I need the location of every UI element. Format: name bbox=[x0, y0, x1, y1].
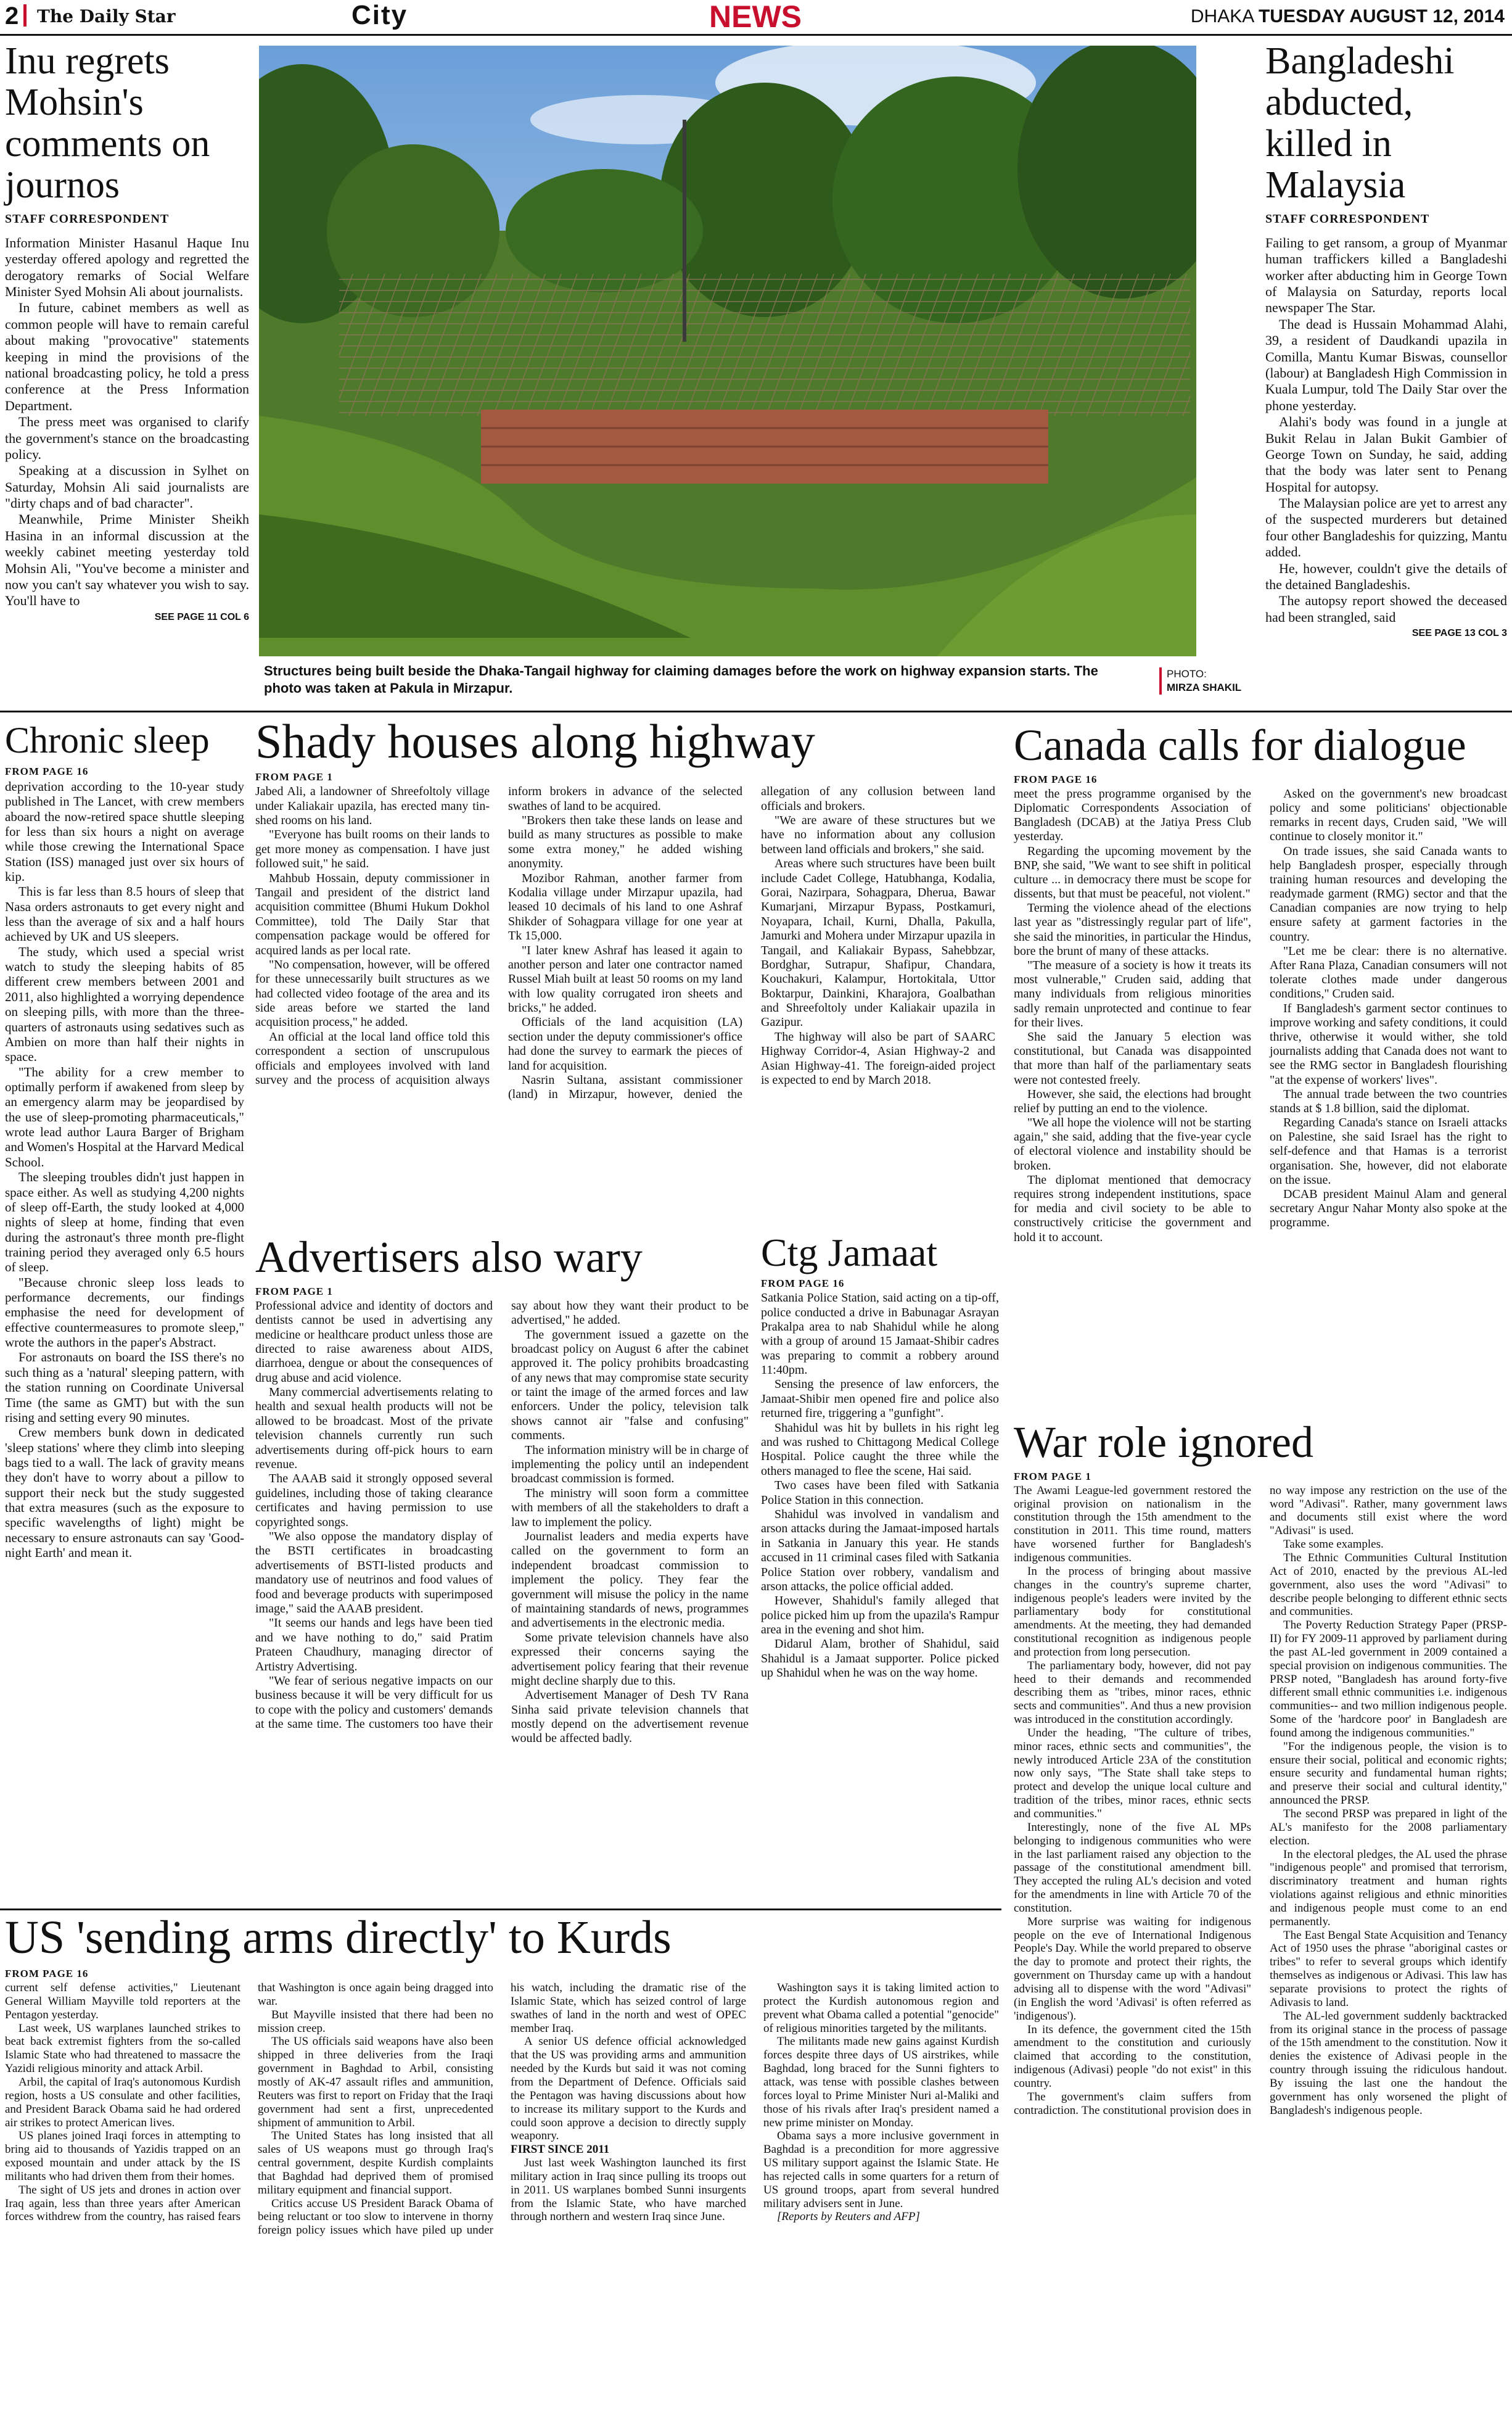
paragraph: The Awami League-led government restored the original provision on nationalism in the constitution through the 15th amendment to the constitution in 2011. This time round, matters have worsened further for Bangladesh's indigenous communities. bbox=[1014, 1484, 1251, 1564]
article-body bbox=[1014, 1484, 1507, 2409]
divider bbox=[0, 1909, 1001, 1910]
paragraph: Shahidul was hit by bullets in his right leg and was rushed to Chittagong Medical College Hospital. Police caught the three while the others managed to flee the scene, Hai said. bbox=[761, 1421, 999, 1478]
source-note: [Reports by Reuters and AFP] bbox=[777, 2210, 920, 2224]
headline: Bangladeshi abducted, killed in Malaysia bbox=[1265, 40, 1455, 206]
article-body bbox=[5, 1981, 999, 2382]
from-line: FROM PAGE 16 bbox=[761, 1277, 845, 1290]
from-line: FROM PAGE 16 bbox=[1014, 773, 1098, 785]
headline: Advertisers also wary bbox=[255, 1232, 643, 1282]
paragraph: The diplomat mentioned that democracy requires strong independent institutions, space for media and civil society to be able to constructively criticise the government and hold it to account. bbox=[1014, 1173, 1251, 1244]
paragraph: The East Bengal State Acquisition and Tenancy Act of 1950 uses the phrase "aboriginal castes or tribes" to refer to several groups which identify themselves as indigenous or Adivasi. This law has separate provisions to protect the rights of Adivasis to land. bbox=[1270, 1928, 1507, 2009]
paragraph: "Brokers then take these lands on lease and build as many structures as possible to make some extra money," he added wishing anonymity. bbox=[508, 814, 742, 871]
paragraph: In its defence, the government cited the 15th amendment to the constitution and curiously claimed that according to the constitution, indigenous (Adivasi) people "do not exist" in this country. bbox=[1014, 2023, 1251, 2090]
headline: US 'sending arms directly' to Kurds bbox=[5, 1912, 672, 1963]
paragraph: The dead is Hussain Mohammad Alahi, 39, a resident of Daudkandi upazila in Comilla, Mantu Kumar Biswas, counsellor (labour) at Bangladesh High Commission in Kuala Lumpur, told The Daily Star over the phone yesterday. bbox=[1265, 316, 1507, 413]
jump-line: SEE PAGE 13 COL 3 bbox=[1411, 628, 1507, 639]
article-body bbox=[5, 235, 249, 609]
paragraph: The AL-led government suddenly backtracked from its original stance in the process of passage of the 15th amendment to the constitution. Now it denies the existence of Adivasi people in the country through issuing the ridiculous handout. By issuing the last one the handout the government has only worsened the plight of Bangladesh's indigenous people. bbox=[1270, 2009, 1507, 2117]
masthead bbox=[0, 0, 1512, 36]
paragraph: "We fear of serious negative impacts on our business because it will be very difficult for us to cope with the policy and customers' demands at the same time. The customers too have their say about how they want their product to be advertised," he added. bbox=[255, 1298, 749, 1731]
paragraph: Nasrin Sultana, assistant commissioner (land) in Mirzapur, however, denied the allegation of any collusion between land officials and brokers. bbox=[508, 785, 995, 1102]
paragraph: The Malaysian police are yet to arrest any of the suspected murderers but detained four other Bangladeshis for quizzing, Mantu added. bbox=[1265, 495, 1507, 560]
article-body bbox=[255, 785, 995, 1241]
article-malaysia bbox=[1265, 41, 1507, 639]
paragraph: The United States has long insisted that all sales of US weapons must go through Iraq's central government, despite Kurdish complaints that Baghdad had deprived them of promised military equipment and financial support. bbox=[258, 2129, 493, 2197]
headline: Chronic sleep bbox=[5, 720, 210, 761]
paragraph: The Poverty Reduction Strategy Paper (PRSP-II) for FY 2009-11 approved by parliament during the past AL-led government in 2009 contained a special provision on indigenous communities. The PRSP noted, "Bangladesh has around forty-five different small ethnic communities i.e. indigenous communities-- and two million indigenous people. Some of the 'hardcore poor' in Bangladesh are found among the indigenous communities." bbox=[1270, 1619, 1507, 1739]
paragraph: "The measure of a society is how it treats its most vulnerable," Cruden said, adding that many individuals from religious minorities sadly remain unprotected and continue to fear for their lives. bbox=[1014, 959, 1251, 1030]
paragraph: Regarding Canada's stance on Israeli attacks on Palestine, she said Israel has the right to self-defence and that Hamas is a terrorist organisation. She, however, did not elaborate on the issue. bbox=[1270, 1116, 1507, 1187]
article-war-role bbox=[1014, 1419, 1507, 2409]
subhead: FIRST SINCE 2011 bbox=[511, 2143, 610, 2156]
paragraph: "We all hope the violence will not be starting again," she said, adding that the five-year cycle of electoral violence and instability should be broken. bbox=[1014, 1116, 1251, 1173]
paragraph: The government's claim suffers from contradiction. The constitutional provision does in no way impose any restriction on the use of the word "Adivasi". Rather, many government laws and documents still exist where the word "Adivasi" is used. bbox=[1014, 1484, 1507, 2117]
paragraph: Jabed Ali, a landowner of Shreefoltoly village under Kaliakair upazila, has erected many tin-shed rooms on his land. bbox=[255, 785, 490, 828]
highway-photo bbox=[259, 46, 1196, 656]
paragraph: The militants made new gains against Kurdish forces despite three days of US airstrikes, while Baghdad, long braced for the Sunni fighters to attack, was tense with possible clashes between forces loyal to Prime Minister Nuri al-Maliki and those of his rivals after Iraq's president named a new prime minister on Monday. bbox=[763, 2035, 999, 2129]
paragraph: An official at the local land office told this correspondent a section of unscrupulous officials and employees involved with land survey and the process of acquisition always inform brokers in advance of the selected swathes of land to be acquired. bbox=[255, 785, 742, 1087]
paragraph: Meanwhile, Prime Minister Sheikh Hasina in an informal discussion at the weekly cabinet meeting yesterday told Mohsin Ali, "You've become a minister and now you can't say whatever you wish to say. You'll have to bbox=[5, 511, 249, 609]
paragraph: The US officials said weapons have also been shipped in three deliveries from the Iraqi government in Baghdad to Arbil, consisting mostly of AK-47 assault rifles and ammunition, Reuters was first to report on Friday that the Iraqi government had sent a first, unprecedented shipment of ammunition to Arbil. bbox=[258, 2035, 493, 2129]
paragraph: In the electoral pledges, the AL used the phrase "indigenous people" and promised that terrorism, discriminatory treatment and human rights violations against religious and ethnic minorities and indigenous people must come to an end permanently. bbox=[1270, 1847, 1507, 1928]
byline: STAFF CORRESPONDENT bbox=[1265, 212, 1430, 226]
paragraph: The sight of US jets and drones in action over Iraq again, less than three years after American forces withdrew from the country, has raised fears that Washington is once again being dragged into war. bbox=[5, 1981, 493, 2224]
paragraph: The information ministry will be in charge of implementing the policy until an independent broadcast commission is formed. bbox=[511, 1443, 749, 1486]
from-line: FROM PAGE 16 bbox=[5, 765, 89, 777]
paragraph: The sleeping troubles didn't just happen in space either. As well as studying 4,200 nights of sleep off-Earth, the study looked at 4,000 nights of sleep at home, finding that even during the astronaut's three month pre-flight training period they averaged only 6.5 hours of sleep. bbox=[5, 1170, 244, 1275]
article-advertisers bbox=[255, 1234, 749, 1922]
paragraph: Take some examples. bbox=[1283, 1538, 1384, 1551]
paragraph: On trade issues, she said Canada wants to help Bangladesh prosper, especially through training human resources and developing the readymade garment (RMG) sector and that the Canadian companies are now trying to help ensure safety at garment factories in the country. bbox=[1270, 844, 1507, 944]
paragraph: Last week, US warplanes launched strikes to beat back extremist fighters from the so-called Islamic State who had threatened to massacre the Yazidi religious minority and attack Arbil. bbox=[5, 2021, 240, 2076]
paragraph: Under the heading, "The culture of tribes, minor races, ethnic sects and communities", the newly introduced Article 23A of the constitution now only says, "The State shall take steps to protect and develop the unique local culture and tradition of the tribes, minor races, ethnic sects and communities." bbox=[1014, 1726, 1251, 1820]
headline: Ctg Jamaat bbox=[761, 1231, 938, 1274]
photo-credit: PHOTO: MIRZA SHAKIL bbox=[1159, 667, 1241, 695]
article-body bbox=[255, 1299, 749, 1922]
paragraph: Interestingly, none of the five AL MPs belonging to indigenous communities who were in the last parliament raised any objection to the passage of the constitutional amendment bill. They accepted the ruling AL's decision and voted for the amendments in line with Article 70 of the constitution. bbox=[1014, 1820, 1251, 1915]
paragraph: The annual trade between the two countries stands at $ 1.8 billion, said the diplomat. bbox=[1270, 1087, 1507, 1115]
dateline: DHAKA TUESDAY AUGUST 12, 2014 bbox=[1190, 6, 1505, 27]
from-line: FROM PAGE 1 bbox=[255, 1285, 333, 1297]
article-ctg bbox=[761, 1231, 999, 1681]
paragraph: Two cases have been filed with Satkania Police Station in this connection. bbox=[761, 1479, 999, 1507]
from-line: FROM PAGE 1 bbox=[1014, 1470, 1091, 1482]
divider bbox=[0, 711, 1512, 712]
section-label: City bbox=[351, 0, 408, 30]
category-label: NEWS bbox=[709, 0, 802, 34]
paragraph: In the process of bringing about massive changes in the country's supreme charter, indigenous people's leaders were invited by the parliamentary body for constitutional amendments. At the meeting, they had demanded constitutional recognition as indigenous people and protection from long persecution. bbox=[1014, 1564, 1251, 1659]
paragraph: Crew members bunk down in dedicated 'sleep stations' where they climb into sleeping bags tied to a wall. The lack of gravity means they don't have to worry about a pillow to support their neck but the study suggested that extra measures (such as the exposure to specific wavelengths of light) might be necessary to ensure astronauts can say 'Good-night Earth' and mean it. bbox=[5, 1425, 244, 1561]
article-body bbox=[761, 1291, 999, 1681]
article-body bbox=[1014, 787, 1507, 1404]
paragraph: If Bangladesh's garment sector continues to improve working and safety conditions, it could thrive, otherwise it would wither, she told journalists adding that Canada does not want to see the RMG sector in Bangladesh flourishing "at the expense of workers' lives". bbox=[1270, 1001, 1507, 1087]
photo-caption: Structures being built beside the Dhaka-Tangail highway for claiming damages before the work on highway expansion starts. The photo was taken at Pakula in Mirzapur. bbox=[264, 663, 1098, 696]
paragraph: Terming the violence ahead of the elections last year as "distressingly regular part of life", she said the minorities, in particular the Hindus, bore the brunt of many of these attacks. bbox=[1014, 901, 1251, 958]
paragraph: Obama says a more inclusive government in Baghdad is a precondition for more aggressive US military support against the Islamic State. He has rejected calls in some quarters for a return of US ground troops, apart from several hundred military advisers sent in June. bbox=[763, 2129, 999, 2210]
paragraph: Alahi's body was found in a jungle at Bukit Relau in Jalan Bukit Gambier of George Town on Sunday, he said, adding that the body was later sent to Penang Hospital for autopsy. bbox=[1265, 414, 1507, 495]
paragraph: She said the January 5 election was constitutional, but Canada was disappointed that more than half of the parliamentary seats were not contested freely. bbox=[1014, 1030, 1251, 1087]
paragraph: The Ethnic Communities Cultural Institution Act of 2010, enacted by the previous AL-led government, also uses the word "Adivasi" to describe people belonging to different ethnic sects and communities. bbox=[1270, 1551, 1507, 1619]
paragraph: Mozibor Rahman, another farmer from Kodalia village under Mirzapur upazila, had leased 10 decimals of his land to one Ashraf Shikder of Sohagpara village for one year at Tk 15,000. bbox=[508, 871, 742, 943]
paragraph: current self defense activities," Lieutenant General William Mayville told reporters at the Pentagon yesterday. bbox=[5, 1981, 240, 2021]
paragraph: Some private television channels have also expressed their concerns saying the advertisement policy fearing that their revenue might decline sharply due to this. bbox=[511, 1630, 749, 1688]
paragraph: The AAAB said it strongly opposed several guidelines, including those of taking clearance certificates and having permission to use copyrighted songs. bbox=[255, 1472, 493, 1529]
paragraph: meet the press programme organised by the Diplomatic Correspondents Association of Bangladesh (DCAB) at the Jatiya Press Club yesterday. bbox=[1014, 786, 1251, 844]
paragraph: "No compensation, however, will be offered for these unnecessarily built structures as we had collected video footage of the area and its side areas before we started the land acquisition process," he added. bbox=[255, 957, 490, 1030]
article-kurds bbox=[5, 1912, 999, 2382]
paragraph: Washington says it is taking limited action to protect the Kurdish autonomous region and prevent what Obama called a potential "genocide" of religious minorities targeted by the militants. bbox=[763, 1981, 999, 2035]
paragraph: Speaking at a discussion in Sylhet on Saturday, Mohsin Ali said journalists are "dirty chaps and of bad character". bbox=[5, 463, 249, 511]
paragraph: "The ability for a crew member to optimally perform if awakened from sleep by an emergency alarm may be jeopardised by the use of sleep-promoting pharmaceuticals," wrote lead author Laura Barger of Brigham and Women's Hospital at the Harvard Medical School. bbox=[5, 1064, 244, 1170]
paragraph: "Let me be clear: there is no alternative. After Rana Plaza, Canadian consumers will not tolerate clothes made under dangerous conditions," Cruden said. bbox=[1270, 944, 1507, 1001]
paragraph: The parliamentary body, however, did not pay heed to their demands and recommended describing them as "tribes, minor races, ethnic sects and communities". And thus a new provision was introduced in the constitution accordingly. bbox=[1014, 1659, 1251, 1727]
paragraph: More surprise was waiting for indigenous people on the eve of International Indigenous People's Day. While the world prepared to observe the day to promote and protect their rights, the government on Thursday came up with a handout advising all to dispense with the word "Adivasi" (in English the word 'Adivasi' is often referred as 'indigenous'). bbox=[1014, 1915, 1251, 2023]
headline: Canada calls for dialogue bbox=[1014, 720, 1466, 770]
article-canada bbox=[1014, 722, 1507, 1404]
paragraph: "I later knew Ashraf has leased it again to another person and later one contractor named Russel Miah built at least 50 rooms on my land with low quality corrugated iron sheets and bricks," he added. bbox=[508, 943, 742, 1015]
article-body bbox=[1265, 235, 1507, 625]
paragraph: However, she said, the elections had brought relief by putting an end to the violence. bbox=[1014, 1087, 1251, 1115]
paragraph: The press meet was organised to clarify the government's stance on the broadcasting policy. bbox=[5, 414, 249, 462]
paragraph: However, Shahidul's family alleged that police picked him up from the upazila's Rampur area in the evening and shot him. bbox=[761, 1594, 999, 1637]
paragraph: Critics accuse US President Barack Obama of being reluctant or too slow to intervene in thorny foreign policy issues which have piled up under his watch, including the dramatic rise of the Islamic State, which has seized control of large swathes of land in the north and west of OPEC member Iraq. bbox=[258, 1981, 746, 2237]
paragraph: Sensing the presence of law enforcers, the Jamaat-Shibir men opened fire and police also returned fire, triggering a "gunfight". bbox=[761, 1377, 999, 1421]
paragraph: But Mayville insisted that there had been no mission creep. bbox=[258, 2008, 493, 2035]
paragraph: "Because chronic sleep loss leads to performance decrements, our findings emphasise the need for development of effective countermeasures to promote sleep," wrote the authors in the paper's Abstract. bbox=[5, 1274, 244, 1350]
paragraph: The ministry will soon form a committee with members of all the stakeholders to draft a law to implement the policy. bbox=[511, 1486, 749, 1529]
paragraph: A senior US defence official acknowledged that the US was providing arms and ammunition needed by the Kurds but said it was not coming from the Department of Defence. Officials said the Pentagon was having discussions about how to increase its military support to the Kurds and could soon approve a decision to directly supply weaponry. bbox=[511, 2035, 746, 2143]
from-line: FROM PAGE 16 bbox=[5, 1968, 89, 1980]
paragraph: Satkania Police Station, said acting on a tip-off, police conducted a drive in Babunagar Asrayan Prakalpa area to nab Shahidul while he along with a group of around 15 Jamaat-Shibir cadres was preparing to commit a robbery around 11:40pm. bbox=[761, 1291, 999, 1377]
article-sleep bbox=[5, 720, 244, 1560]
paragraph: "We also oppose the mandatory display of the BSTI certificates in broadcasting advertisements of BSTI-listed products and mandatory use of neutrinos and food values of food and beverage products with superimposed image," said the AAAB president. bbox=[255, 1530, 493, 1616]
paragraph: Areas where such structures have been built include Cadet College, Hatubhanga, Kodalia, Gorai, Nazirpara, Sohagpara, Dheruа, Bawar Kumarjani, Mirzapur Bypass, Postkamuri, Noyapara, Ichail, Kurni, Dhalla, Pakulla, Jamurki and Mohera under Mirzapur upazila in Tangail, and Kaliakair Bypass, Sahebbzar, Bordghar, Sutrapur, Shafipur, Chandara, Kouchakuri, Kalampur, Hortokitala, Uttor Boktarpur, Dainkini, Kharajora, Goalbathan and Shreefoltoly under Kaliakair upazila in Gazipur. bbox=[761, 857, 995, 1030]
paragraph: Shahidul was involved in vandalism and arson attacks during the Jamaat-imposed hartals in Satkania in January this year. He stands accused in 11 criminal cases filed with Satkania Police Station over robbery, vandalism and arson attacks, the police official added. bbox=[761, 1507, 999, 1593]
paragraph: Advertisement Manager of Desh TV Rana Sinha said private television channels that mostly depend on the advertisement revenue would be affected badly. bbox=[511, 1688, 749, 1746]
paragraph: Mahbub Hossain, deputy commissioner in Tangail and president of the district land acquisition committee (Bhumi Hukum Dokhol Committee), told The Daily Star that compensation package would be offered for acquired lands as per local rate. bbox=[255, 871, 490, 957]
article-body bbox=[5, 779, 244, 1561]
paragraph: US planes joined Iraqi forces in attempting to bring aid to thousands of Yazidis trapped on an exposed mountain and under attack by the IS militants who had driven them from their homes. bbox=[5, 2129, 240, 2183]
paragraph: Professional advice and identity of doctors and dentists cannot be used in advertising any medicine or healthcare product unless those are directed to raise awareness about AIDS, diarrhoea, dengue or about the consequences of drug abuse and acid violence. bbox=[255, 1298, 493, 1385]
paragraph: "Everyone has built rooms on their lands to get more money as compensation. I have just followed suit," he said. bbox=[255, 828, 490, 871]
paragraph: Failing to get ransom, a group of Myanmar human traffickers killed a Bangladeshi worker after abducting him in George Town of Malaysia on Saturday, reports local newspaper The Star. bbox=[1265, 234, 1507, 316]
paragraph: DCAB president Mainul Alam and general secretary Angur Nahar Monty also spoke at the programme. bbox=[1270, 1187, 1507, 1230]
headline: Inu regrets Mohsin's comments on journos bbox=[5, 40, 210, 206]
paper-logo: The Daily Star bbox=[37, 6, 176, 27]
paragraph: He, however, couldn't give the details of the detained Bangladeshis. bbox=[1265, 560, 1507, 593]
headline: War role ignored bbox=[1014, 1418, 1313, 1467]
paragraph: Arbil, the capital of Iraq's autonomous Kurdish region, hosts a US consulate and other facilities, and President Barack Obama said he had ordered air strikes to protect American lives. bbox=[5, 2075, 240, 2129]
article-shady bbox=[255, 716, 995, 1241]
paragraph: Information Minister Hasanul Haque Inu yesterday offered apology and regretted the derogatory remarks of Social Welfare Minister Syed Mohsin Ali about journalists. bbox=[5, 234, 249, 299]
paragraph: For astronauts on board the ISS there's no such thing as a 'natural' sleeping pattern, with the station running on Coordinate Universal Time (the same as GMT) but with the sun rising and setting every 90 minutes. bbox=[5, 1350, 244, 1425]
paragraph: Just last week Washington launched its first military action in Iraq since pulling its troops out in 2011. US warplanes bombed Sunni insurgents from the Islamic State, who have marched through northern and western Iraq since June. bbox=[511, 2156, 746, 2224]
paragraph: Many commercial advertisements relating to health and sexual health products will not be allowed to be broadcast. Most of the private television channels currently run such advertisements during off-pick hours to earn revenue. bbox=[255, 1385, 493, 1472]
paragraph: This is far less than 8.5 hours of sleep that Nasa orders astronauts to get every night and less than the average of six and a half hours achieved by UK and US sleepers. bbox=[5, 884, 244, 944]
structures-image bbox=[259, 46, 1196, 656]
headline: Shady houses along highway bbox=[255, 714, 815, 768]
page-number: 2 bbox=[5, 2, 31, 30]
jump-line: SEE PAGE 11 COL 6 bbox=[154, 611, 249, 622]
paragraph: The government issued a gazette on the broadcast policy on August 6 after the cabinet approved it. The policy prohibits broadcasting of any news that may compromise state security or taint the image of the armed forces and law enforcers. Under the policy, television talk shows cannot air "false and confusing" comments. bbox=[511, 1327, 749, 1443]
paragraph: In future, cabinet members as well as common people will have to remain careful about making "provocative" statements keeping in mind the provisions of the national broadcasting policy, he told a press conference at the Press Information Department. bbox=[5, 300, 249, 413]
from-line: FROM PAGE 1 bbox=[255, 771, 333, 783]
paragraph: The highway will also be part of SAARC Highway Corridor-4, Asian Highway-2 and Asian Highway-41. The foreign-aided project is expected to end by March 2018. bbox=[761, 1030, 995, 1087]
paragraph: "We are aware of these structures but we have no information about any collusion between land officials and brokers," she said. bbox=[761, 814, 995, 856]
byline: STAFF CORRESPONDENT bbox=[5, 212, 170, 226]
paragraph: "For the indigenous people, the vision is to ensure their social, political and economic rights; ensure security and fundamental human rights; and preserve their social and cultural identity," announced the PRSP. bbox=[1270, 1739, 1507, 1807]
paragraph: deprivation according to the 10-year study published in The Lancet, with crew members aboard the now-retired space shuttle sleeping for less than six hours a night on average while those crewing the International Space Station (ISS) managed just over six hours of kip. bbox=[5, 778, 244, 884]
paragraph: "It seems our hands and legs have been tied and we have nothing to do," said Pratim Prateen Chaudhury, managing director of Artistry Advertising. bbox=[255, 1616, 493, 1673]
paragraph: Regarding the upcoming movement by the BNP, she said, "We want to see shift in political culture ... in democracy there must be scope for dissents, but that must be peaceful, not violent." bbox=[1014, 844, 1251, 901]
paragraph: Didarul Alam, brother of Shahidul, said Shahidul is a Jamaat supporter. Police picked up Shahidul when he was on the way home. bbox=[761, 1637, 999, 1680]
paragraph: Journalist leaders and media experts have called on the government to form an independent broadcast commission to implement the policy. They fear the government will misuse the policy in the name of maintaining standards of news, programmes and advertisements in the electronic media. bbox=[511, 1530, 749, 1630]
paragraph: The autopsy report showed the deceased had been strangled, said bbox=[1265, 593, 1507, 625]
paragraph: The second PRSP was prepared in light of the AL's manifesto for the 2008 parliamentary election. bbox=[1270, 1807, 1507, 1847]
paragraph: The study, which used a special wrist watch to study the sleeping habits of 85 different crew members between 2001 and 2011, also highlighted a worrying dependence on sleeping pills, with more than the three-quarters of astronauts using sedatives such as Ambien on more than half their nights in space. bbox=[5, 944, 244, 1065]
paragraph: Asked on the government's new broadcast policy and some politicians' objectionable remarks in recent days, Cruden said, "We will continue to closely monitor it." bbox=[1270, 786, 1507, 844]
article-inu bbox=[5, 41, 249, 623]
paragraph: Officials of the land acquisition (LA) section under the deputy commissioner's office had done the survey to earmark the pieces of land for acquisition. bbox=[508, 1015, 742, 1073]
